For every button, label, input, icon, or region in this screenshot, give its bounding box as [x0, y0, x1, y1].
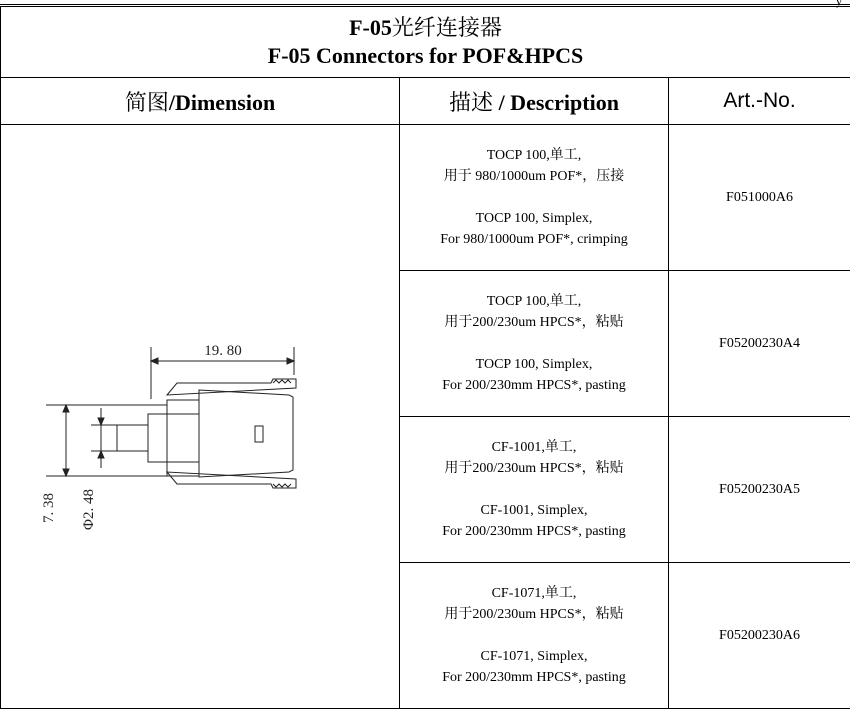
arrow-right [287, 358, 294, 364]
lower-spring [273, 484, 291, 487]
description-cell: CF-1071,单工, 用于200/230um HPCS*，粘贴 CF-1071, Simplex, For 200/230mm HPCS*, pasting [400, 563, 669, 709]
latch-window [255, 426, 263, 442]
title-line-2: F-05 Connectors for POF&HPCS [267, 43, 584, 68]
header-article-number: Art.-No. [669, 78, 850, 125]
diameter-arrow-top [98, 418, 104, 425]
connector-dimension-drawing [1, 125, 400, 713]
height-arrow-top [63, 405, 69, 412]
dimension-drawing-cell [1, 125, 400, 709]
lower-latch-arm [167, 472, 296, 488]
upper-latch-arm [167, 379, 296, 395]
title-line-1: F-05光纤连接器 [349, 15, 502, 40]
ferrule-tip [117, 425, 148, 451]
ferrule-holder [148, 414, 199, 462]
description-cell: TOCP 100,单工, 用于200/230um HPCS*，粘贴 TOCP 100, Simplex, For 200/230mm HPCS*, pasting [400, 271, 669, 417]
height-label: 7. 38 [41, 493, 57, 523]
corner-text: y [836, 0, 842, 8]
upper-spring [273, 380, 291, 383]
article-number-cell: F05200230A4 [669, 271, 850, 417]
connector-spec-table [0, 6, 850, 709]
height-arrow-bottom [63, 469, 69, 476]
top-rule [0, 0, 850, 5]
article-number-cell: F051000A6 [669, 125, 850, 271]
table-row [1, 125, 850, 271]
description-cell: CF-1001,单工, 用于200/230um HPCS*，粘贴 CF-1001, Simplex, For 200/230mm HPCS*, pasting [400, 417, 669, 563]
length-label: 19. 80 [204, 343, 242, 359]
header-dimension: 简图/Dimension [1, 78, 400, 125]
diameter-arrow-bottom [98, 451, 104, 458]
article-number-cell: F05200230A6 [669, 563, 850, 709]
header-description: 描述 / Description [400, 78, 669, 125]
article-number-cell: F05200230A5 [669, 417, 850, 563]
collar [167, 400, 199, 476]
connector-body [199, 390, 293, 477]
diameter-label: Φ2. 48 [81, 489, 97, 530]
table-title [1, 7, 850, 78]
description-cell: TOCP 100,单工, 用于 980/1000um POF*，压接 TOCP 100, Simplex, For 980/1000um POF*, crimping [400, 125, 669, 271]
arrow-left [151, 358, 158, 364]
